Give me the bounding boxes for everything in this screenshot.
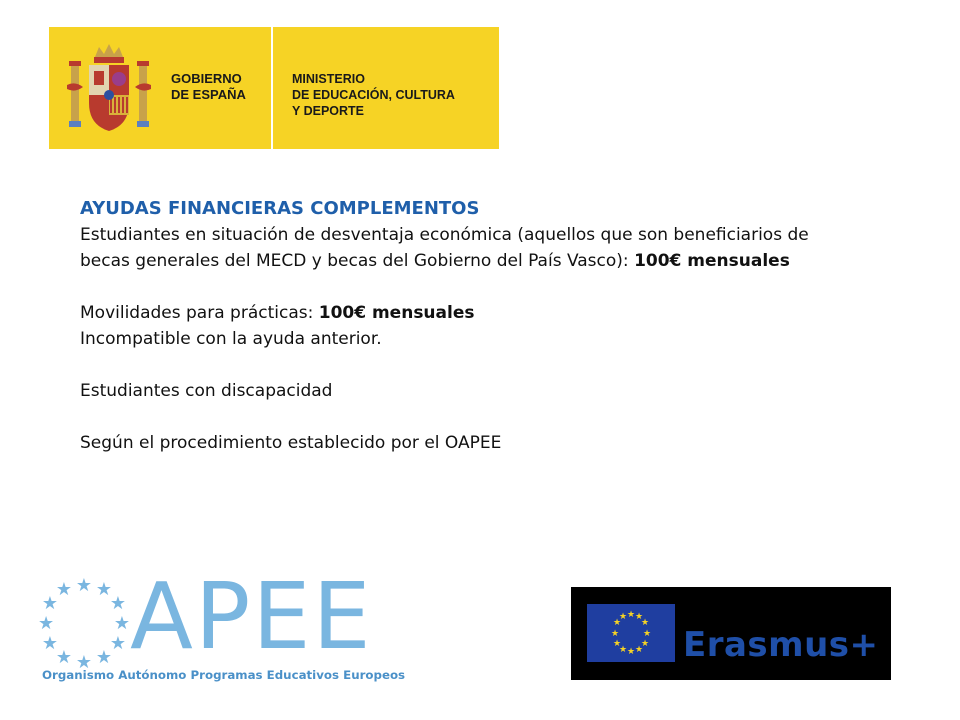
erasmus-wordmark: Erasmus+ [683,625,879,665]
svg-text:★: ★ [612,639,622,649]
svg-text:★: ★ [634,645,644,655]
paragraph-text: Estudiantes en situación de desventaja económica (aquellos que son beneficiarios de becas generales del MECD y becas del Gobierno del País Vasco): [80,225,809,271]
svg-text:★: ★ [75,575,93,596]
government-name: GOBIERNO DE ESPAÑA [171,71,246,102]
amount-highlight: 100€ mensuales [318,303,475,323]
svg-text:★: ★ [640,639,650,649]
svg-text:★: ★ [55,647,73,668]
main-content [80,196,840,456]
oapee-logo [38,563,418,685]
svg-text:★: ★ [41,593,59,614]
svg-text:★: ★ [618,612,628,622]
page-title: AYUDAS FINANCIERAS COMPLEMENTOS [80,198,480,219]
svg-text:★: ★ [626,610,636,620]
svg-text:★: ★ [610,629,620,639]
oapee-tagline: Organismo Autónomo Programas Educativos Europeos [42,668,406,682]
paragraph-incompatible: Incompatible con la ayuda anterior. [80,329,382,349]
paragraph-text: Movilidades para prácticas: [80,303,319,323]
spacer [80,404,840,430]
star-ring-icon [38,575,138,675]
svg-text:★: ★ [95,579,113,600]
eu-flag-icon [587,604,675,662]
paragraph-procedure: Según el procedimiento establecido por el OAPEE [80,433,502,453]
svg-text:★: ★ [55,579,73,600]
paragraph-economic-disadvantage [80,222,840,274]
banner-divider [271,27,273,149]
svg-text:★: ★ [113,613,131,634]
svg-text:★: ★ [38,613,55,634]
svg-text:★: ★ [95,647,113,668]
svg-text:★: ★ [618,645,628,655]
svg-text:★: ★ [109,633,127,654]
paragraph-disability: Estudiantes con discapacidad [80,381,333,401]
svg-text:★: ★ [642,629,652,639]
coat-of-arms-icon [67,41,151,135]
ministry-name: MINISTERIO DE EDUCACIÓN, CULTURA Y DEPORTE [292,72,455,118]
svg-text:★: ★ [612,618,622,628]
spacer [80,352,840,378]
oapee-letters: APEE [130,563,373,670]
svg-text:★: ★ [640,618,650,628]
paragraph-internships [80,300,840,326]
svg-text:★: ★ [634,612,644,622]
svg-text:★: ★ [626,647,636,657]
svg-text:★: ★ [75,652,93,673]
svg-text:★: ★ [109,593,127,614]
erasmus-logo [571,587,891,680]
svg-text:★: ★ [41,633,59,654]
spacer [80,274,840,300]
government-banner [49,27,499,149]
amount-highlight: 100€ mensuales [634,251,790,271]
